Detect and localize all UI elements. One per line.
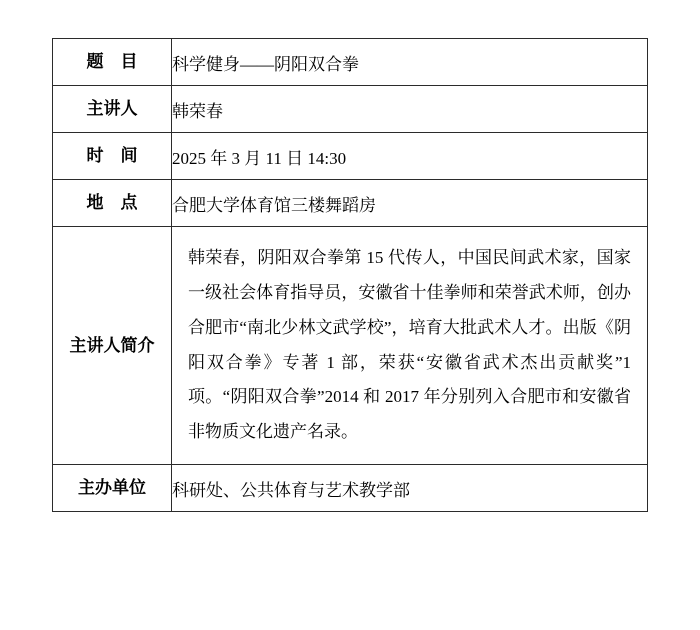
row-label-time xyxy=(53,133,172,180)
row-label-bio xyxy=(53,227,172,465)
lecture-info-table-container xyxy=(52,38,648,512)
table-row xyxy=(53,86,648,133)
label-text: 主办单位 xyxy=(78,478,146,498)
row-label-speaker xyxy=(53,86,172,133)
label-text: 主讲人 xyxy=(86,99,138,119)
label-text: 地 点 xyxy=(86,193,138,213)
label-text: 主讲人简介 xyxy=(69,335,155,355)
table-row xyxy=(53,465,648,512)
row-value-title: 科学健身——阴阳双合拳 xyxy=(172,39,648,86)
speaker-bio-text: 韩荣春，阴阳双合拳第 15 代传人，中国民间武术家，国家一级社会体育指导员，安徽省十佳拳师和荣誉武术师，创办合肥市“南北少林文武学校”，培育大批武术人才。出版《阴阳双合拳》专著 1 部，荣获“安徽省武术杰出贡献奖”1 项。“阴阳双合拳”2014 和 2017 年分别列入合肥市和安徽省非物质文化遗产名录。 xyxy=(188,248,631,442)
lecture-info-table xyxy=(52,38,648,512)
label-text: 题 目 xyxy=(86,52,138,72)
table-row xyxy=(53,227,648,465)
row-value-speaker: 韩荣春 xyxy=(172,86,648,133)
row-value-organizer: 科研处、公共体育与艺术教学部 xyxy=(172,465,648,512)
row-label-place xyxy=(53,180,172,227)
row-value-time: 2025 年 3 月 11 日 14:30 xyxy=(172,133,648,180)
table-row xyxy=(53,133,648,180)
row-label-title xyxy=(53,39,172,86)
row-label-organizer xyxy=(53,465,172,512)
table-row xyxy=(53,180,648,227)
label-text: 时 间 xyxy=(86,146,138,166)
table-row xyxy=(53,39,648,86)
row-value-bio xyxy=(172,227,648,465)
row-value-place: 合肥大学体育馆三楼舞蹈房 xyxy=(172,180,648,227)
